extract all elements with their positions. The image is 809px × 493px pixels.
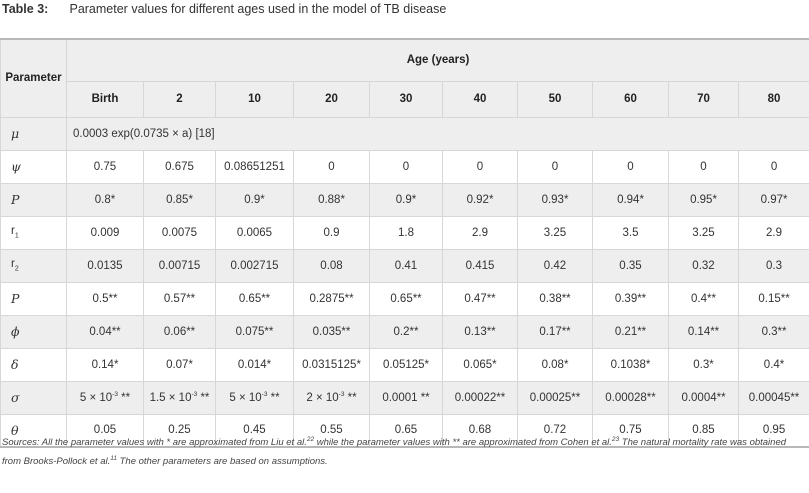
param-symbol: P <box>11 192 20 207</box>
table-label: Table 3: <box>2 2 49 16</box>
table-row <box>1 249 809 282</box>
value-cell: 0.1038* <box>593 348 669 381</box>
value-cell: 0.94* <box>593 183 669 216</box>
footnote-ref-22: 22 <box>306 436 315 443</box>
value-cell: 0.21** <box>593 315 669 348</box>
value-cell: 0.39** <box>593 282 669 315</box>
value-cell: 0.2875** <box>294 282 370 315</box>
param-symbol: σ <box>11 390 20 405</box>
value-cell: 0.8* <box>67 183 144 216</box>
param-cell <box>1 150 67 183</box>
footnote-ref-11: 11 <box>110 455 117 463</box>
value-cell: 0.0075 <box>144 216 216 249</box>
value-cell: 0.47** <box>443 282 518 315</box>
value-cell: 0 <box>593 150 669 183</box>
param-subscript: 1 <box>14 232 19 240</box>
value-cell: 3.25 <box>518 216 593 249</box>
value-cell: 0.45 <box>216 414 294 447</box>
value-cell: 0.93* <box>518 183 593 216</box>
value-cell: 0.07* <box>144 348 216 381</box>
age-group-header: Age (years) <box>67 39 809 81</box>
value-cell: 0.0004** <box>669 381 739 414</box>
value-cell: 0.75 <box>593 414 669 447</box>
value-cell: 0.05125* <box>370 348 443 381</box>
value-cell: 0 <box>739 150 809 183</box>
value-cell: 0.57** <box>144 282 216 315</box>
param-symbol: r <box>11 258 15 271</box>
age-header-cell: Birth <box>67 81 144 117</box>
value-cell: 0.0065 <box>216 216 294 249</box>
table-title: Parameter values for different ages used in the model of TB disease <box>69 2 447 16</box>
value-cell: 0.04** <box>67 315 144 348</box>
value-cell: 0.075** <box>216 315 294 348</box>
value-cell: 0.5** <box>67 282 144 315</box>
value-cell: 0.95 <box>739 414 809 447</box>
value-cell: 0.3 <box>739 249 809 282</box>
value-cell: 0.065* <box>443 348 518 381</box>
value-cell: 2.9 <box>739 216 809 249</box>
value-cell: 0 <box>669 150 739 183</box>
param-symbol: ϕ <box>11 324 20 339</box>
value-cell: 0 <box>518 150 593 183</box>
value-cell: 0.00045** <box>739 381 809 414</box>
parameter-column-header: Parameter <box>1 39 67 117</box>
param-cell <box>1 381 67 414</box>
value-cell: 0.9* <box>216 183 294 216</box>
value-cell: 0.85 <box>669 414 739 447</box>
value-cell: 0.15** <box>739 282 809 315</box>
footnote-text-4: The other parameters are based on assumptions. <box>116 456 328 468</box>
value-cell: 0.0315125* <box>294 348 370 381</box>
value-cell: 0.72 <box>518 414 593 447</box>
value-cell: 0.2** <box>370 315 443 348</box>
age-header-cell: 2 <box>144 81 216 117</box>
age-header-cell: 50 <box>518 81 593 117</box>
mu-formula-cell: 0.0003 exp(0.0735 × a) [18] <box>67 117 809 150</box>
value-cell: 0.14* <box>67 348 144 381</box>
value-cell: 0.3** <box>739 315 809 348</box>
param-symbol: P <box>11 291 20 306</box>
param-cell <box>1 216 67 249</box>
value-cell: $5 \times 10^{-3}$ ** <box>67 381 144 414</box>
param-symbol: r <box>11 225 15 238</box>
age-header-cell: 40 <box>443 81 518 117</box>
value-cell: 0.35 <box>593 249 669 282</box>
value-cell: 2.9 <box>443 216 518 249</box>
param-cell <box>1 117 67 150</box>
value-cell: 0.88* <box>294 183 370 216</box>
value-cell: 0.00028** <box>593 381 669 414</box>
age-header-cell: 60 <box>593 81 669 117</box>
param-cell <box>1 183 67 216</box>
value-cell: 3.25 <box>669 216 739 249</box>
value-cell: 0.00025** <box>518 381 593 414</box>
value-cell: 0.75 <box>67 150 144 183</box>
value-cell: 0.95* <box>669 183 739 216</box>
table-caption <box>2 2 446 20</box>
value-cell: 0.00715 <box>144 249 216 282</box>
value-cell: $1.5 \times 10^{-3}$ ** <box>144 381 216 414</box>
age-header-cell: 20 <box>294 81 370 117</box>
table-row <box>1 348 809 381</box>
value-cell: 0.08* <box>518 348 593 381</box>
value-cell: 0.00022** <box>443 381 518 414</box>
header-group-row <box>1 39 809 81</box>
value-cell: 0.65** <box>370 282 443 315</box>
value-cell: 0.014* <box>216 348 294 381</box>
value-cell: 0.4** <box>669 282 739 315</box>
table-row <box>1 216 809 249</box>
value-cell: 0.65 <box>370 414 443 447</box>
value-cell: $5 \times 10^{-3}$ ** <box>216 381 294 414</box>
param-symbol: δ <box>11 357 19 372</box>
param-symbol: ψ <box>11 159 21 174</box>
value-cell: 0.25 <box>144 414 216 447</box>
value-cell: 3.5 <box>593 216 669 249</box>
value-cell: 0.08651251 <box>216 150 294 183</box>
param-cell <box>1 315 67 348</box>
value-cell: 0.05 <box>67 414 144 447</box>
age-header-cell: 10 <box>216 81 294 117</box>
value-cell: 0.92* <box>443 183 518 216</box>
age-header-row <box>1 81 809 117</box>
value-cell: 0.41 <box>370 249 443 282</box>
value-cell: 0.9 <box>294 216 370 249</box>
age-header-cell: 80 <box>739 81 809 117</box>
value-cell: 0.32 <box>669 249 739 282</box>
footnote-text-2: while the parameter values with ** are approximated from Cohen et al. <box>314 437 612 449</box>
value-cell: 1.8 <box>370 216 443 249</box>
value-cell: 0.009 <box>67 216 144 249</box>
value-cell: 0.3* <box>669 348 739 381</box>
value-cell: 0.65** <box>216 282 294 315</box>
footnote-text-3: The natural mortality rate was obtained from Brooks-Pollock et al. <box>2 437 787 468</box>
param-cell <box>1 348 67 381</box>
value-cell: 0.97* <box>739 183 809 216</box>
value-cell: $2 \times 10^{-3}$ ** <box>294 381 370 414</box>
value-cell: 0 <box>443 150 518 183</box>
value-cell: 0.06** <box>144 315 216 348</box>
table-footnote <box>2 432 807 470</box>
age-header-cell: 70 <box>669 81 739 117</box>
value-cell: 0.68 <box>443 414 518 447</box>
age-header-cell: 30 <box>370 81 443 117</box>
value-cell: 0.0001 ** <box>370 381 443 414</box>
value-cell: 0 <box>370 150 443 183</box>
value-cell: 0.675 <box>144 150 216 183</box>
value-cell: 0.0135 <box>67 249 144 282</box>
value-cell: 0.035** <box>294 315 370 348</box>
value-cell: 0.9* <box>370 183 443 216</box>
value-cell: 0.38** <box>518 282 593 315</box>
value-cell: 0.08 <box>294 249 370 282</box>
value-cell: 0.55 <box>294 414 370 447</box>
table-row <box>1 315 809 348</box>
parameter-table <box>0 38 809 448</box>
footnote-ref-23: 23 <box>611 436 620 443</box>
value-cell: 0.42 <box>518 249 593 282</box>
value-cell: 0.17** <box>518 315 593 348</box>
table-row <box>1 183 809 216</box>
parameter-table-container <box>0 38 809 448</box>
value-cell: 0.002715 <box>216 249 294 282</box>
table-row <box>1 381 809 414</box>
value-cell: 0.13** <box>443 315 518 348</box>
table-row-mu <box>1 117 809 150</box>
value-cell: 0.4* <box>739 348 809 381</box>
param-cell <box>1 282 67 315</box>
param-symbol: μ <box>11 126 20 141</box>
param-subscript: 2 <box>14 265 19 273</box>
value-cell: 0.14** <box>669 315 739 348</box>
param-symbol: θ <box>11 422 19 438</box>
value-cell: 0 <box>294 150 370 183</box>
param-cell <box>1 249 67 282</box>
table-row <box>1 282 809 315</box>
table-row <box>1 150 809 183</box>
value-cell: 0.85* <box>144 183 216 216</box>
footnote-text-1: Sources: All the parameter values with * are approximated from Liu et al. <box>2 437 307 449</box>
value-cell: 0.415 <box>443 249 518 282</box>
